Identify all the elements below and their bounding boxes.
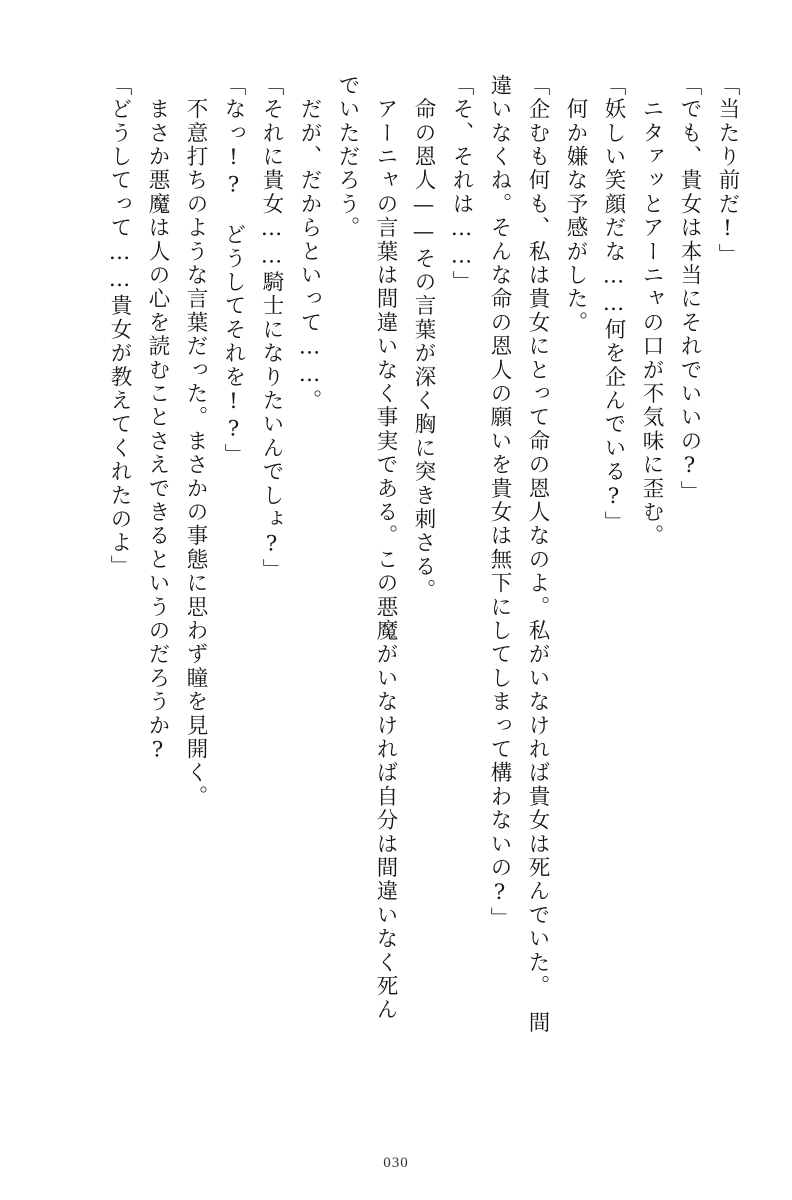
text-column: 「企むも何も、私は貴女にとって命の恩人なのよ。私がいなければ貴女は死んでいた。 間 xyxy=(525,74,550,1035)
text-column: だが、だからといって……。 xyxy=(297,74,322,413)
text-column: 「それに貴女……騎士になりたいんでしょ?」 xyxy=(259,74,284,583)
text-column: まさか悪魔は人の心を読むことさえできるというのだろうか? xyxy=(145,74,170,765)
text-column: でいただろう。 xyxy=(335,74,360,240)
text-column: 「でも、貴女は本当にそれでいいの?」 xyxy=(677,74,702,505)
text-column: 何か嫌な予感がした。 xyxy=(563,74,588,335)
page-number: 030 xyxy=(383,1155,409,1171)
text-column: 「そ、それは……」 xyxy=(449,74,474,295)
text-column: ニタァッとアーニャの口が不気味に歪む。 xyxy=(639,74,664,548)
text-column: 命の恩人——その言葉が深く胸に突き刺さる。 xyxy=(411,74,436,603)
vertical-text-body xyxy=(54,74,738,1124)
text-column: 「なっ!? どうしてそれを!?」 xyxy=(221,74,246,468)
text-column: 違いなくね。そんな命の恩人の願いを貴女は無下にしてしまって構わないの?」 xyxy=(487,74,512,931)
text-column: 不意打ちのような言葉だった。まさかの事態に思わず瞳を見開く。 xyxy=(183,74,208,809)
text-column: 「どうしてって……貴女が教えてくれたのよ」 xyxy=(107,74,132,579)
text-column: 「当たり前だ!」 xyxy=(715,74,740,268)
text-column: 「妖しい笑顔だな……何を企んでいる?」 xyxy=(601,74,626,535)
text-column: アーニャの言葉は間違いなく事実である。この悪魔がいなければ自分は間違いなく死ん xyxy=(373,74,398,1022)
